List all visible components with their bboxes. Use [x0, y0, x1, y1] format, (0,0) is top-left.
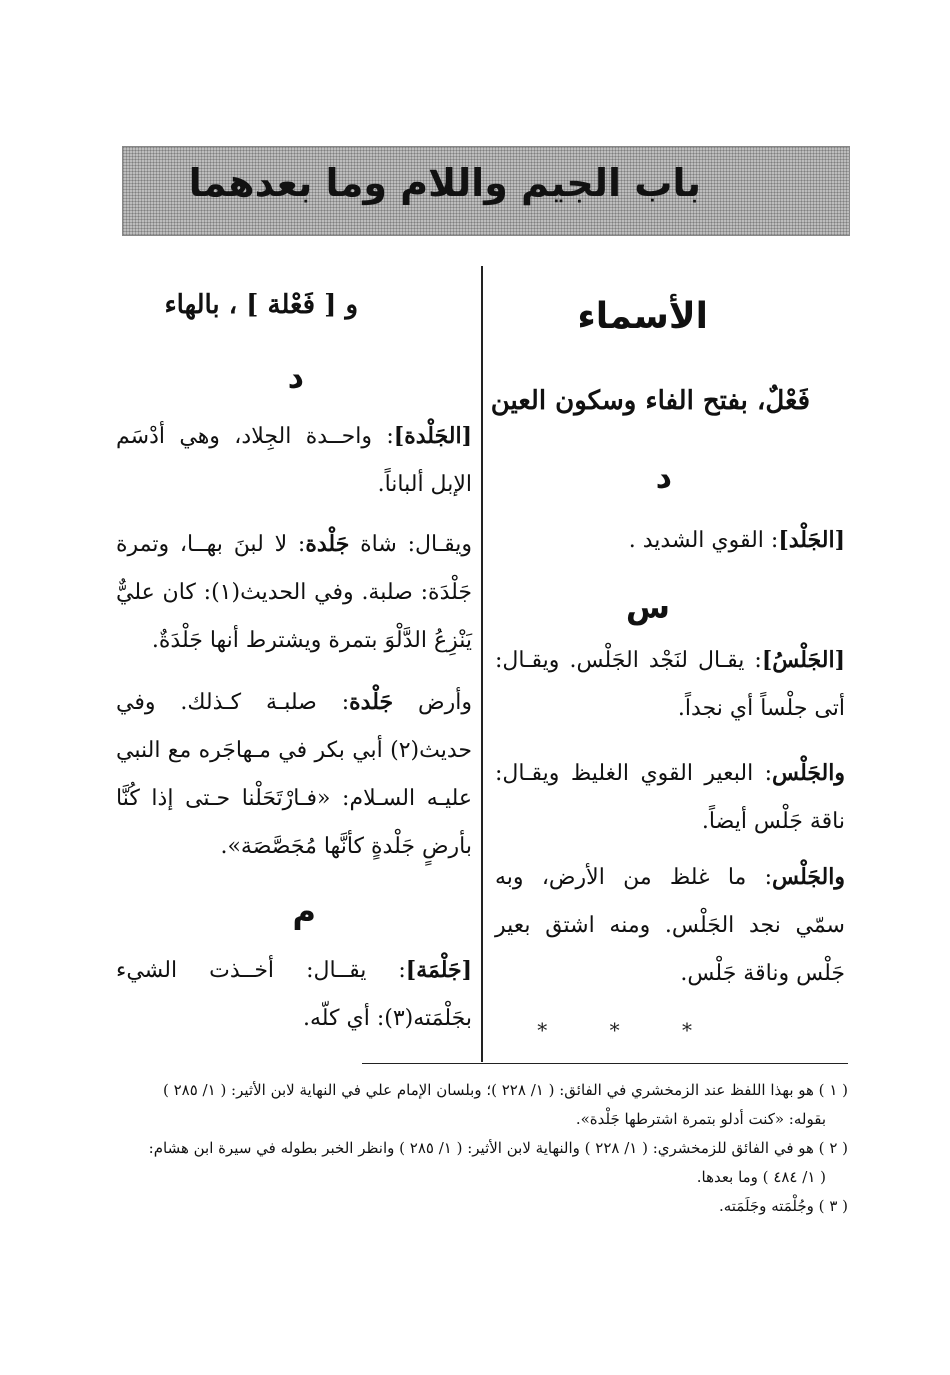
- footnote-line: ( ٢ ) هو في الفائق للزمخشري: ( ١/ ٢٢٨ ) والنهاية لابن الأثير: ( ١/ ٢٨٥ ) وانظر الخبر بطوله في سيرة ابن هشام:: [148, 1139, 848, 1157]
- letter-sin: س: [625, 588, 670, 626]
- entry-term: والجَلْس: [772, 864, 845, 890]
- entry-term: [الجَلْسُ]: [761, 647, 845, 673]
- footnote-line: ( ١ ) هو بهذا اللفظ عند الزمخشري في الفائق: ( ١/ ٢٢٨ )؛ وبلسان الإمام علي في النهاية لابن الأثير: ( ١/ ٢٨٥ ): [162, 1081, 848, 1099]
- footnote-3: [120, 1192, 848, 1221]
- entry-text: : القوي الشديد .: [628, 528, 779, 553]
- entry-text: : يقــال: أخــذت الشيء بجَلْمَته(٣): أي كلّه.: [116, 958, 472, 1031]
- entry-term: والجَلْس: [772, 760, 845, 786]
- letter-dal-right: د: [655, 458, 672, 496]
- entry-prefix: وأرض: [418, 690, 472, 715]
- section-end-stars: * * *: [537, 1018, 720, 1042]
- entry-text: : ما غلظ من الأرض، وبه سمّي نجد الجَلْس. ومنه اشتق بعير جَلْس وناقة جَلْس.: [495, 865, 845, 986]
- left-subheading: و [ فَعْلة ] ، بالهاء: [164, 290, 358, 320]
- entry-jalda-1: [116, 412, 472, 509]
- section-title-asmaa: الأسماء: [577, 296, 708, 337]
- right-subheading: فَعْلٌ، بفتح الفاء وسكون العين: [490, 386, 810, 416]
- footnote-divider: [362, 1063, 848, 1064]
- entry-prefix: ويقـال: شاة: [360, 532, 473, 557]
- entry-jals-3: [495, 853, 845, 998]
- footnote-line: ( ٣ ) وجُلْمَته وجَلَمَته.: [718, 1197, 848, 1215]
- entry-text: : يقـال لنَجْد الجَلْس. ويقـال: أتى جلْساً أي نجداً.: [495, 648, 845, 721]
- footnote-1: [120, 1076, 848, 1134]
- entry-jals-2: [495, 749, 845, 846]
- footnote-line: ( ١/ ٤٨٤ ) وما بعدها.: [696, 1168, 826, 1186]
- entry-text: : صلبـة كـذلك. وفي حديث(٢) أبي بكر في مـهاجَره مع النبي عليـه السـلام: «فـارْتَحَلْنا حـتى إذا كُنَّا بأرضٍ جَلْدةٍ كأنَّها مُجَصَّصَة».: [116, 690, 472, 859]
- footnote-line: بقوله: «كنت أدلو بتمرة اشترطها جَلْدة».: [575, 1110, 826, 1128]
- entry-term: جَلْدة: [349, 689, 394, 715]
- entry-term: [الجَلْدة]: [393, 423, 472, 449]
- entry-text: : واحــدة الجِلاد، وهي أدْسَم الإبل ألباناً.: [116, 424, 472, 497]
- letter-mim: م: [292, 892, 316, 930]
- entry-jals-1: [495, 636, 845, 733]
- footnote-2: [120, 1134, 848, 1192]
- entry-text: : لا لبنَ بهــا، وتمرة جَلْدَة: صلبة. وفي الحديث(١): كان عليٌّ يَنْزِعُ الدَّلْوَ بتمرة ويشترط أنها جَلْدَةٌ.: [116, 532, 472, 653]
- entry-jalda-2: [116, 520, 472, 665]
- entry-jalma: [116, 946, 472, 1043]
- letter-dal-left: د: [287, 358, 304, 396]
- entry-jalda-3: [116, 678, 472, 871]
- footnotes: [120, 1076, 848, 1221]
- chapter-title: باب الجيم واللام وما بعدهما: [188, 161, 701, 205]
- entry-jald: [495, 516, 845, 565]
- entry-text: : البعير القوي الغليظ ويقـال: ناقة جَلْس أيضاً.: [495, 761, 845, 834]
- entry-term: [الجَلْد]: [778, 527, 845, 553]
- entry-term: [جَلْمَة]: [405, 957, 472, 983]
- entry-term: جَلْدة: [305, 531, 350, 557]
- column-divider: [481, 266, 483, 1062]
- chapter-header-band: [122, 146, 850, 236]
